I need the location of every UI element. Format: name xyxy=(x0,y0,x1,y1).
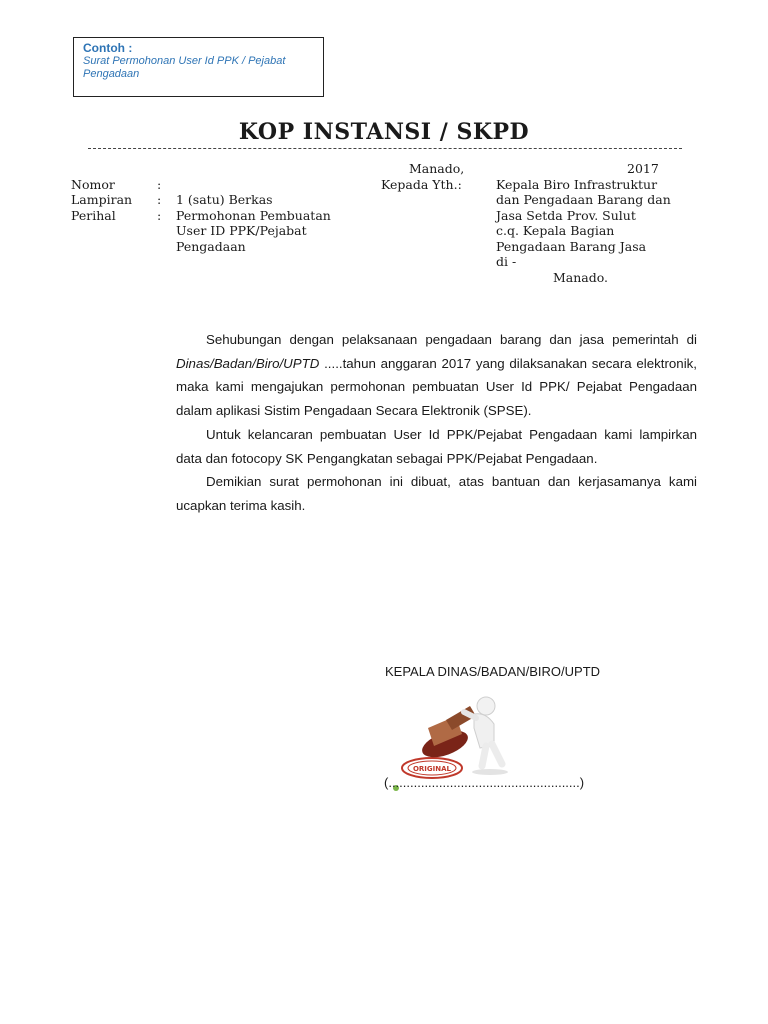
body-p1-institution: Dinas/Badan/Biro/UPTD xyxy=(176,355,320,371)
recipient-line-5: Pengadaan Barang Jasa xyxy=(496,239,647,254)
letterhead-divider xyxy=(88,148,682,149)
perihal-value-line-1: Permohonan Pembuatan xyxy=(176,208,331,223)
recipient-line-6: di - xyxy=(496,254,517,269)
date-year: 2017 xyxy=(627,161,659,176)
signature-line: (.....................................................) xyxy=(384,775,585,790)
perihal-colon: : xyxy=(157,208,162,223)
body-p1-part2: .....tahun anggaran 2017 yang dilaksanakan secara elektronik, maka kami mengajukan permohonan pembuatan User Id PPK/ Pejabat Pengadaan dalam aplikasi Sistim Pengadaan Secara Elektronik (SPSE). xyxy=(176,355,697,419)
date-city: Manado, xyxy=(409,161,465,176)
example-label: Contoh : xyxy=(83,41,133,55)
stamp-imprint-text: ORIGINAL xyxy=(412,765,452,773)
letterhead-title: KOP INSTANSI / SKPD xyxy=(238,119,530,145)
body-paragraph-1 xyxy=(176,328,697,423)
lampiran-value: 1 (satu) Berkas xyxy=(176,192,273,207)
body-paragraph-3: Demikian surat permohonan ini dibuat, atas bantuan dan kerjasamanya kami ucapkan terima kasih. xyxy=(176,474,697,513)
signatory-title: KEPALA DINAS/BADAN/BIRO/UPTD xyxy=(385,664,601,679)
perihal-label: Perihal xyxy=(71,208,116,223)
body-paragraph-2: Untuk kelancaran pembuatan User Id PPK/Pejabat Pengadaan kami lampirkan data dan fotocopy SK Pengangkatan sebagai PPK/Pejabat Pengadaan. xyxy=(176,426,697,466)
perihal-value-line-3: Pengadaan xyxy=(176,239,246,254)
example-text-line-1: Surat Permohonan User Id PPK / Pejabat xyxy=(83,55,286,67)
letter-body xyxy=(176,328,697,518)
lampiran-label: Lampiran xyxy=(71,192,133,207)
body-p1-part1: Sehubungan dengan pelaksanaan pengadaan barang dan jasa pemerintah di xyxy=(206,332,697,347)
lampiran-colon: : xyxy=(157,192,162,207)
example-text-line-2: Pengadaan xyxy=(83,68,140,80)
recipient-line-7: Manado. xyxy=(553,270,609,285)
recipient-line-1: Kepala Biro Infrastruktur xyxy=(496,177,658,192)
example-note-box xyxy=(73,37,324,97)
recipient-line-2: dan Pengadaan Barang dan xyxy=(496,192,671,207)
nomor-label: Nomor xyxy=(71,177,115,192)
perihal-value-line-2: User ID PPK/Pejabat xyxy=(176,223,307,238)
recipient-line-4: c.q. Kepala Bagian xyxy=(496,223,615,238)
recipient-line-3: Jasa Setda Prov. Sulut xyxy=(496,208,636,223)
nomor-colon: : xyxy=(157,177,162,192)
recipient-label: Kepada Yth.: xyxy=(381,177,462,192)
